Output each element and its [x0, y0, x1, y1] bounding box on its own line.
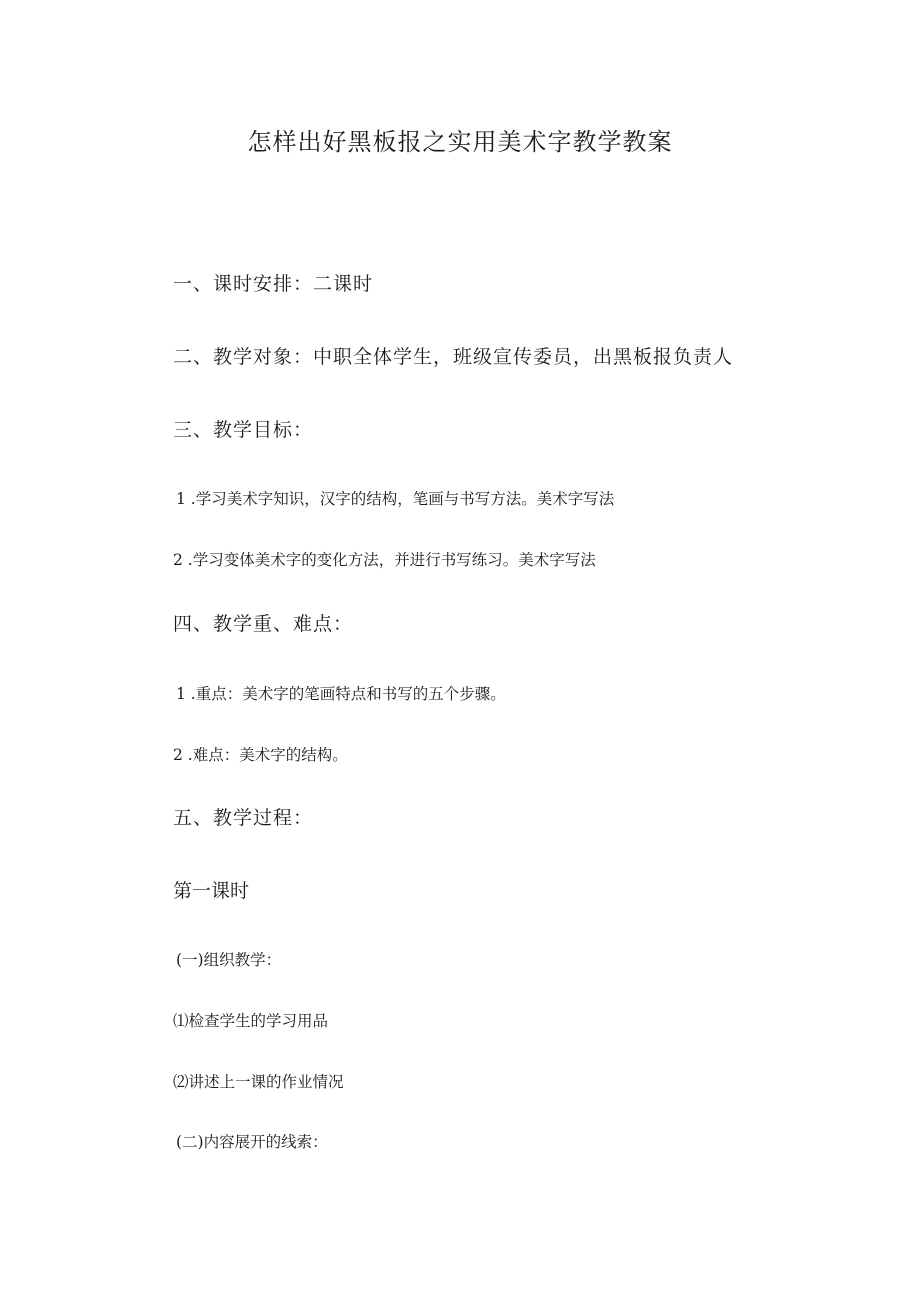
section-teaching-goals: 三、教学目标：	[173, 419, 314, 441]
first-lesson-heading: 第一课时	[173, 880, 250, 902]
key-point-item: 1 .重点：美术字的笔画特点和书写的五个步骤。	[176, 685, 506, 703]
document-title: 怎样出好黑板报之实用美术字教学教案	[247, 128, 673, 156]
difficult-point-item: 2 .难点：美术字的结构。	[173, 746, 348, 764]
section-teaching-target: 二、教学对象：中职全体学生，班级宣传委员，出黑板报负责人	[173, 346, 734, 368]
goal-item-1: 1 .学习美术字知识，汉字的结构，笔画与书写方法。美术字写法	[176, 490, 615, 508]
section-key-difficult-points: 四、教学重、难点：	[173, 613, 354, 635]
section-class-hours: 一、课时安排：二课时	[173, 273, 374, 295]
section-teaching-process: 五、教学过程：	[173, 807, 314, 829]
goal-item-2: 2 .学习变体美术字的变化方法，并进行书写练习。美术字写法	[173, 551, 596, 569]
organize-item-1: ⑴检查学生的学习用品	[173, 1012, 329, 1030]
subsection-organize-teaching: (一)组织教学：	[176, 951, 282, 969]
organize-item-2: ⑵讲述上一课的作业情况	[173, 1073, 344, 1091]
subsection-content-clues: (二)内容展开的线索：	[176, 1133, 328, 1151]
